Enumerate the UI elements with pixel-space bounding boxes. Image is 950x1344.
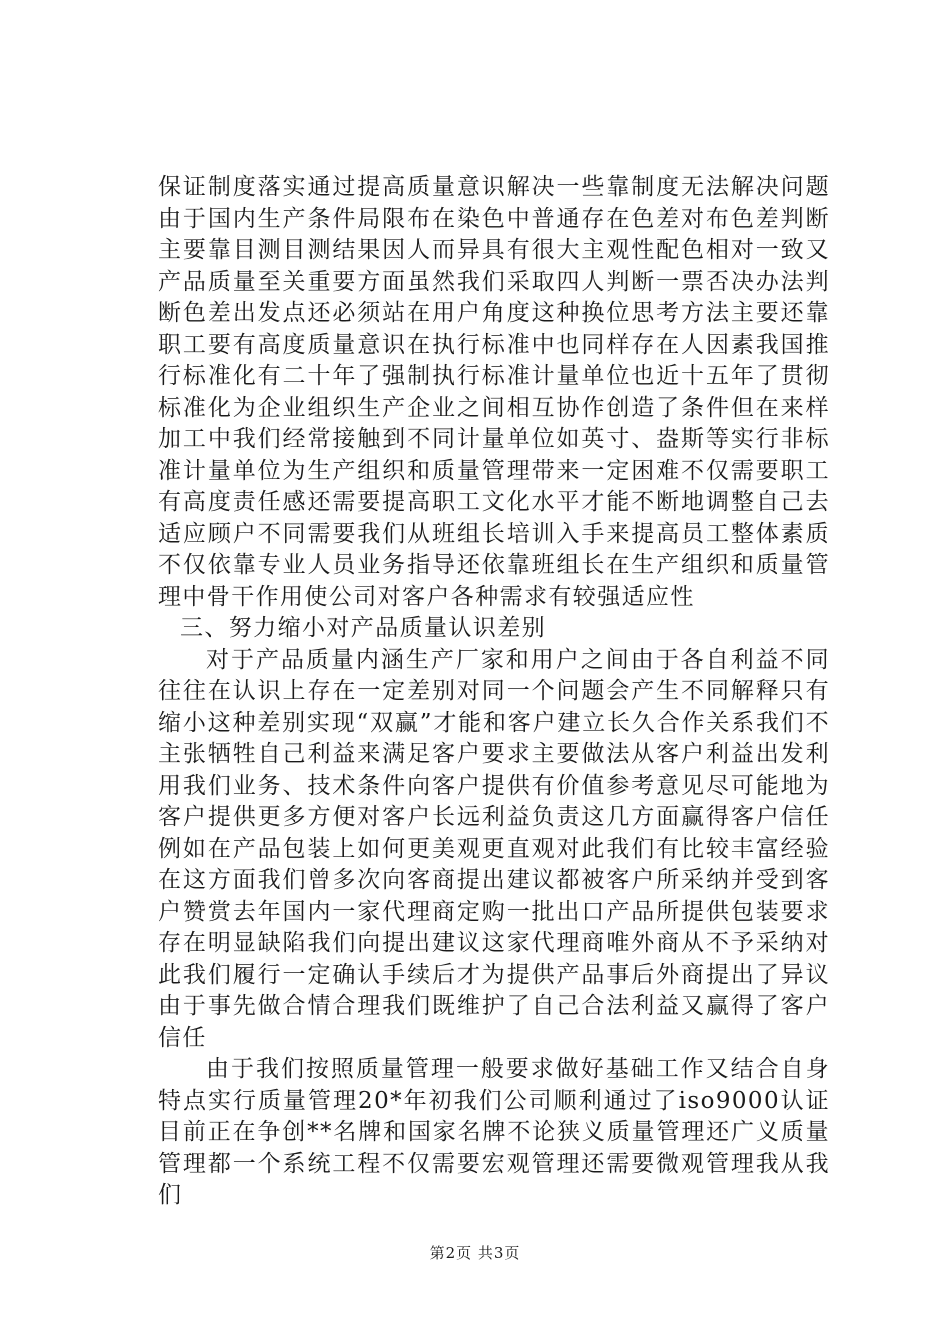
paragraph-1: 保证制度落实通过提高质量意识解决一些靠制度无法解决问题由于国内生产条件局限布在染色中普通存在色差对布色差判断主要靠目测目测结果因人而异具有很大主观性配色相对一致又产品质量至关重要方面虽然我们采取四人判断一票否决办法判断色差出发点还必须站在用户角度这种换位思考方法主要还靠职工要有高度质量意识在执行标准中也同样存在人因素我国推行标准化有二十年了强制执行标准计量单位也近十五年了贯彻标准化为企业组织生产企业之间相互协作创造了条件但在来样加工中我们经常接触到不同计量单位如英寸、盎斯等实行非标准计量单位为生产组织和质量管理带来一定困难不仅需要职工有高度责任感还需要提高职工文化水平才能不断地调整自己去适应顾户不同需要我们从班组长培训入手来提高员工整体素质不仅依靠专业人员业务指导还依靠班组长在生产组织和质量管理中骨干作用使公司对客户各种需求有较强适应性 — [158, 174, 830, 610]
paragraph-3: 由于我们按照质量管理一般要求做好基础工作又结合自身特点实行质量管理20*年初我们公司顺利通过了iso9000认证目前正在争创**名牌和国家名牌不论狭义质量管理还广义质量管理都一个系统工程不仅需要宏观管理还需要微观管理我从我们 — [158, 1056, 830, 1208]
document-body — [158, 172, 830, 1212]
paragraph-2: 对于产品质量内涵生产厂家和用户之间由于各自利益不同往往在认识上存在一定差别对同一个问题会产生不同解释只有缩小这种差别实现“双赢”才能和客户建立长久合作关系我们不主张牺牲自己利益来满足客户要求主要做法从客户利益出发利用我们业务、技术条件向客户提供有价值参考意见尽可能地为客户提供更多方便对客户长远利益负责这几方面赢得客户信任例如在产品包装上如何更美观更直观对此我们有比较丰富经验在这方面我们曾多次向客商提出建议都被客户所采纳并受到客户赞赏去年国内一家代理商定购一批出口产品所提供包装要求存在明显缺陷我们向提出建议这家代理商唯外商从不予采纳对此我们履行一定确认手续后才为提供产品事后外商提出了异议由于事先做合情合理我们既维护了自己合法利益又赢得了客户信任 — [158, 646, 830, 1051]
page-footer: 第2页 共3页 — [429, 1244, 521, 1262]
section-heading: 三、努力缩小对产品质量认识差别 — [180, 615, 546, 641]
